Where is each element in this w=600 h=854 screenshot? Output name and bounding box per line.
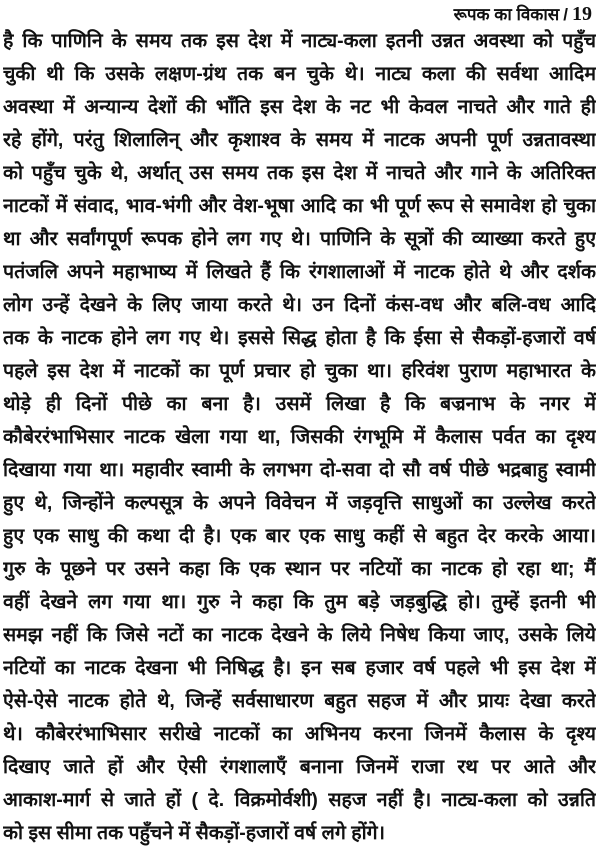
text-line: है कि पाणिनि के समय तक इस देश में नाट्य-कला इतनी उन्नत अवस्था को पहुँच (3, 30, 596, 52)
text-line: दिखाए जाते हों और ऐसी रंगशालाएँ बनाना जिनमें राजा रथ पर आते और (3, 756, 596, 778)
text-line: दिखाया गया था। महावीर स्वामी के लगभग दो-सवा दो सौ वर्ष पीछे भद्रबाहु स्वामी (3, 459, 596, 481)
text-line: पहले इस देश में नाटकों का पूर्ण प्रचार हो चुका था। हरिवंश पुराण महाभारत के (3, 360, 596, 382)
text-line: नटियों का नाटक देखना भी निषिद्ध है। इन सब हजार वर्ष पहले भी इस देश में (3, 657, 596, 679)
text-line: चुकी थी कि उसके लक्षण-ग्रंथ तक बन चुके थे। नाट्य कला की सर्वथा आदिम (3, 63, 596, 85)
text-line: पतंजलि अपने महाभाष्य में लिखते हैं कि रंगशालाओं में नाटक होते थे और दर्शक (3, 261, 596, 283)
text-line: को पहुँच चुके थे, अर्थात् उस समय तक इस देश में नाचते और गाने के अतिरिक्त (3, 162, 596, 184)
header-separator: / (563, 5, 568, 24)
running-header (454, 2, 592, 26)
text-line: नाटकों में संवाद, भाव-भंगी और वेश-भूषा आदि का भी पूर्ण रूप से समावेश हो चुका (3, 195, 596, 217)
chapter-title: रूपक का विकास (453, 5, 560, 24)
text-line: गुरु के पूछने पर उसने कहा कि एक स्थान पर नटियों का नाटक हो रहा था; मैं (3, 558, 596, 580)
text-line: समझ नहीं कि जिसे नटों का नाटक देखने के लिये निषेध किया जाए, उसके लिये (3, 624, 596, 646)
text-line: रहे होंगे, परंतु शिलालिन् और कृशाश्व के समय में नाटक अपनी पूर्ण उन्नतावस्था (3, 129, 596, 151)
text-line: हुए एक साधु की कथा दी है। एक बार एक साधु कहीं से बहुत देर करके आया। (3, 525, 596, 547)
text-line: अवस्था में अन्यान्य देशों की भाँति इस देश के नट भी केवल नाचते और गाते ही (3, 96, 596, 118)
text-line: वहीं देखने लग गया था। गुरु ने कहा कि तुम बड़े जड़बुद्धि हो। तुम्हें इतनी भी (3, 591, 596, 613)
body-text (3, 25, 596, 850)
text-line: थे। कौबेररंभाभिसार सरीखे नाटकों का अभिनय करना जिनमें कैलास के दृश्य (3, 723, 596, 745)
text-line: हुए थे, जिन्होंने कल्पसूत्र के अपने विवेचन में जड़वृत्ति साधुओं का उल्लेख करते (3, 492, 596, 514)
text-line: थोड़े ही दिनों पीछे का बना है। उसमें लिखा है कि बज्रनाभ के नगर में (3, 393, 596, 415)
page-number: 19 (572, 3, 592, 25)
text-line: आकाश-मार्ग से जाते हों ( दे. विक्रमोर्वशी) सहज नहीं है। नाट्य-कला को उन्नति (3, 789, 596, 811)
text-line: लोग उन्हें देखने के लिए जाया करते थे। उन दिनों कंस-वध और बलि-वध आदि (3, 294, 596, 316)
text-line: तक के नाटक होने लग गए थे। इससे सिद्ध होता है कि ईसा से सैकड़ों-हजारों वर्ष (3, 327, 596, 349)
text-line: था और सर्वांगपूर्ण रूपक होने लग गए थे। पाणिनि के सूत्रों की व्याख्या करते हुए (3, 228, 596, 250)
text-line: ऐसे-ऐसे नाटक होते थे, जिन्हें सर्वसाधारण बहुत सहज में और प्रायः देखा करते (3, 690, 596, 712)
text-line: कौबेररंभाभिसार नाटक खेला गया था, जिसकी रंगभूमि में कैलास पर्वत का दृश्य (3, 426, 596, 448)
text-line: को इस सीमा तक पहुँचने में सैकड़ों-हजारों वर्ष लगे होंगे। (3, 822, 385, 844)
